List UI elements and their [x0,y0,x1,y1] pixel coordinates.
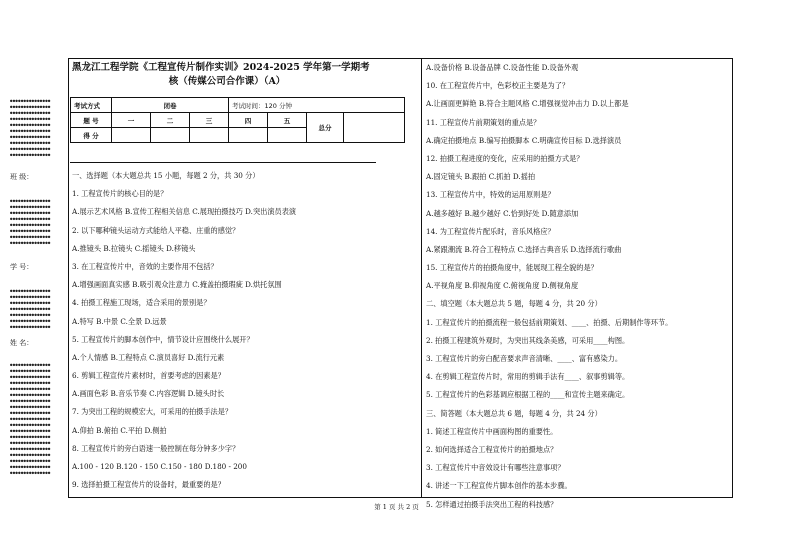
question-col-3: 三 [190,113,229,128]
left-line: 4. 拍摄工程施工现场，适合采用的景别是？ [72,298,211,308]
right-line: A.确定拍摄地点 B.编写拍摄脚本 C.明确宣传目标 D.选择演员 [426,135,622,145]
score-row-label: 得 分 [71,128,112,143]
exam-type-label: 考试方式 [71,98,112,113]
question-col-5: 五 [268,113,307,128]
right-line: 4. 讲述一下工程宣传片脚本创作的基本步骤。 [426,481,572,491]
right-line: A.平视角度 B.仰视角度 C.俯视角度 D.侧视角度 [426,281,579,291]
right-line: A.固定镜头 B.跟拍 C.抓拍 D.摇拍 [426,172,536,182]
question-col-1: 一 [112,113,151,128]
right-line: 三、简答题（本大题总共 6 题，每题 4 分，共 24 分） [426,408,602,418]
page-footer: 第 1 页 共 2 页 [374,503,419,511]
header-rule [70,162,376,163]
left-line: A.个人情感 B.工程特点 C.演员喜好 D.流行元素 [72,352,225,362]
class-label: 班 级： [10,173,34,181]
left-line: 7. 为突出工程的规模宏大，可采用的拍摄手法是？ [72,407,233,417]
left-line: 1. 工程宣传片的核心目的是？ [72,189,168,199]
right-column [426,59,731,514]
left-line: 5. 工程宣传片的脚本创作中，情节设计应围绕什么展开？ [72,334,254,344]
right-line: 1. 工程宣传片的拍摄流程一般包括前期策划、____、拍摄、后期制作等环节。 [426,317,673,327]
score-cell-3[interactable] [190,128,229,143]
right-line: A.设备价格 B.设备品牌 C.设备性能 D.设备外观 [426,63,579,72]
right-line: 5. 工程宣传片的色彩基调应根据工程的____和宣传主题来确定。 [426,390,630,400]
binding-dots-mid1: ●●●●●●●●●●●●●●● ●●●●●●●●●●●●●●● ●●●●●●●●●●●●●●● ●●●●●●●●●●●●●●● ●●●●●●●●●●●●●●● ●●●●●●●●●●●●●●● ●●●●●●●●●●●●●●● ●●●●●●●●●●●●●●● [10,198,51,245]
right-line: 15. 工程宣传片的拍摄角度中，能展现工程全貌的是？ [426,263,598,273]
right-line: 二、填空题（本大题总共 5 题，每题 4 分，共 20 分） [426,299,602,309]
exam-type-value: 闭卷 [112,98,229,113]
right-line: A.让画面更鲜艳 B.符合主题风格 C.增强视觉冲击力 D.以上都是 [426,99,629,109]
right-line: A.越多越好 B.越少越好 C.恰到好处 D.随意添加 [426,208,579,218]
left-line: 8. 工程宣传片的旁白语速一般控制在每分钟多少字？ [72,443,240,453]
exam-title-line1: 黑龙江工程学院《工程宣传片制作实训》2024-2025 学年第一学期考 [72,62,370,73]
right-line: A.紧跟潮流 B.符合工程特点 C.选择古典音乐 D.选择流行歌曲 [426,244,622,254]
right-line: 10. 在工程宣传片中，色彩校正主要是为了？ [426,81,570,91]
score-cell-5[interactable] [268,128,307,143]
question-number-label: 题 号 [71,113,112,128]
left-line: A.推镜头 B.拉镜头 C.摇镜头 D.移镜头 [72,243,196,253]
exam-time: 考试时间：120 分钟 [229,98,405,113]
total-score-label: 总分 [307,113,344,143]
right-line: 12. 拍摄工程进度的变化，应采用的拍摄方式是？ [426,153,584,163]
score-table [70,97,405,143]
left-line: 2. 以下哪种镜头运动方式能给人平稳、庄重的感觉？ [72,225,240,235]
score-cell-4[interactable] [229,128,268,143]
exam-title [72,61,412,89]
right-line: 11. 工程宣传片前期策划的重点是？ [426,117,541,127]
left-line: 9. 选择拍摄工程宣传片的设备时，最重要的是？ [72,480,225,490]
score-cell-1[interactable] [112,128,151,143]
left-line: A.仰拍 B.俯拍 C.平拍 D.侧拍 [72,425,167,435]
binding-dots-bottom: ●●●●●●●●●●●●●●● ●●●●●●●●●●●●●●● ●●●●●●●●●●●●●●● ●●●●●●●●●●●●●●● ●●●●●●●●●●●●●●● ●●●●●●●●●●●●●●● ●●●●●●●●●●●●●●● ●●●●●●●●●●●●●●● ●●●●●●●●●●●●●●● ●●●●●●●●●●●●●●● ●●●●●●●●●●●●●●● ●●●●●●●●●●●●●●● ●●●●●●●●●●●●●●● ●●●●●●●●●●●●●●● ●●●●●●●●●●●●●●● ●●●●●●●●●●●●●●● ●●●●●●●●●●●●●●● ●●●●●●●●●●●●●●● ●●●●●●●●●●●●●●● [10,362,51,475]
right-line: 14. 为工程宣传片配乐时，音乐风格应？ [426,226,555,236]
right-line: 2. 拍摄工程建筑外观时，为突出其线条美感，可采用____构图。 [426,335,630,345]
binding-dots-top: ●●●●●●●●●●●●●●● ●●●●●●●●●●●●●●● ●●●●●●●●●●●●●●● ●●●●●●●●●●●●●●● ●●●●●●●●●●●●●●● ●●●●●●●●●●●●●●● ●●●●●●●●●●●●●●● ●●●●●●●●●●●●●●● ●●●●●●●●●●●●●●● ●●●●●●●●●●●●●●● [10,98,51,157]
left-line: 3. 在工程宣传片中，音效的主要作用不包括？ [72,261,218,271]
question-col-4: 四 [229,113,268,128]
left-line: 一、选择题（本大题总共 15 小题，每题 2 分，共 30 分） [72,171,260,180]
right-line: 3. 工程宣传片中音效设计有哪些注意事项？ [426,463,565,473]
left-line: A.画面色彩 B.音乐节奏 C.内容逻辑 D.镜头时长 [72,389,225,399]
left-line: A.特写 B.中景 C.全景 D.远景 [72,316,167,326]
binding-dots-mid2: ●●●●●●●●●●●●●●● ●●●●●●●●●●●●●●● ●●●●●●●●●●●●●●● ●●●●●●●●●●●●●●● ●●●●●●●●●●●●●●● ●●●●●●●●●●●●●●● ●●●●●●●●●●●●●●● [10,288,51,329]
right-line: 2. 如何选择适合工程宣传片的拍摄地点？ [426,444,558,454]
score-cell-2[interactable] [151,128,190,143]
right-line: 3. 工程宣传片的旁白配音要求声音清晰、____、富有感染力。 [426,354,623,363]
right-line: 5. 怎样通过拍摄手法突出工程的科技感？ [426,499,558,509]
left-column [72,167,417,494]
left-line: A.增强画面真实感 B.吸引观众注意力 C.掩盖拍摄瑕疵 D.烘托氛围 [72,280,282,290]
right-line: 13. 工程宣传片中，特效的运用原则是？ [426,190,555,200]
exam-title-line2: 核（传媒公司合作课）（A） [168,76,286,87]
right-line: 1. 简述工程宣传片中画面构图的重要性。 [426,426,558,436]
left-line: 6. 剪辑工程宣传片素材时，首要考虑的因素是？ [72,371,225,381]
total-score-cell[interactable] [344,113,405,143]
right-line: 4. 在剪辑工程宣传片时，常用的剪辑手法有____、叙事剪辑等。 [426,372,630,382]
question-col-2: 二 [151,113,190,128]
student-id-label: 学 号： [10,263,34,271]
left-line: A.100 - 120 B.120 - 150 C.150 - 180 D.180 - 200 [72,462,247,471]
left-line: A.展示艺术风格 B.宣传工程相关信息 C.展现拍摄技巧 D.突出演员表演 [72,207,297,217]
name-label: 姓 名： [10,339,34,347]
column-divider [421,58,422,498]
